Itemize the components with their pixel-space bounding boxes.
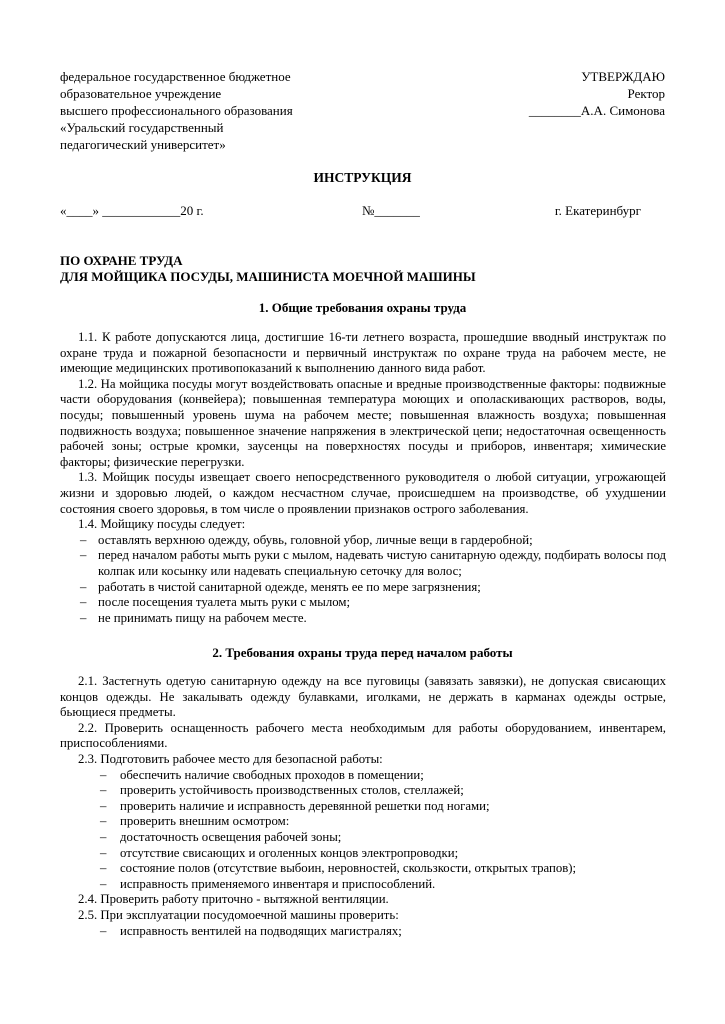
section-2-body — [60, 674, 666, 939]
organization-line: высшего профессионального образования — [60, 103, 293, 118]
paragraph: 2.5. При эксплуатации посудомоечной машины проверить: — [78, 907, 399, 922]
list-item: – перед началом работы мыть руки с мылом, надевать чистую санитарную одежду, подбирать волосы под колпак или косынку или надевать специальную сеточку для волос; — [80, 548, 666, 578]
list-item: – отсутствие свисающих и оголенных концов электропроводки; — [100, 845, 459, 860]
organization-block — [60, 68, 380, 153]
dash-bullet: – — [80, 532, 87, 547]
dash-bullet: – — [80, 579, 87, 594]
dash-bullet: – — [100, 798, 107, 813]
list-item: – исправность вентилей на подводящих магистралях; — [100, 923, 402, 938]
paragraph: 2.4. Проверить работу приточно - вытяжной вентиляции. — [78, 892, 389, 907]
paragraph: 2.1. Застегнуть одетую санитарную одежду на все пуговицы (завязать завязки), не допуская свисающих концов одежды. Не закалывать одежду булавками, иголками, не держать в карманах одежды острые, бьющиеся предметы. — [60, 674, 666, 720]
organization-line: федеральное государственное бюджетное — [60, 69, 291, 84]
organization-line: образовательное учреждение — [60, 86, 222, 101]
list-item: – состояние полов (отсутствие выбоин, неровностей, скользкости, открытых трапов); — [100, 861, 577, 876]
list-item: – исправность применяемого инвентаря и приспособлений. — [100, 876, 436, 891]
list-item: – проверить наличие и исправность деревянной решетки под ногами; — [100, 798, 490, 813]
list-item: – работать в чистой санитарной одежде, менять ее по мере загрязнения; — [80, 579, 481, 594]
list-item: – проверить устойчивость производственных столов, стеллажей; — [100, 783, 464, 798]
section-1-body — [60, 330, 666, 626]
date-line — [60, 203, 665, 221]
approval-line: Ректор — [627, 86, 665, 101]
list-item: – проверить внешним осмотром: — [100, 814, 290, 829]
city-field: г. Екатеринбург — [554, 203, 641, 218]
section-1-title: 1. Общие требования охраны труда — [258, 300, 467, 315]
approval-line: УТВЕРЖДАЮ — [581, 69, 665, 84]
dash-bullet: – — [100, 876, 107, 891]
paragraph: 2.2. Проверить оснащенность рабочего места необходимым для работы оборудованием, инвентарем, приспособлениями. — [60, 720, 666, 751]
paragraph: 1.3. Мойщик посуды извещает своего непосредственного руководителя о любой ситуации, угрожающей жизни и здоровью людей, о каждом несчастном случае, происшедшем на производстве, об ухудшении состояния своего здоровья, в том числе о проявлении признаков острого заболевания. — [60, 470, 666, 516]
approval-block — [465, 68, 665, 119]
approval-line: ________А.А. Симонова — [528, 103, 665, 118]
paragraph: 1.4. Мойщику посуды следует: — [78, 517, 246, 532]
list-item: – обеспечить наличие свободных проходов в помещении; — [100, 767, 424, 782]
dash-bullet: – — [100, 767, 107, 782]
dash-bullet: – — [80, 548, 87, 563]
paragraph: 2.3. Подготовить рабочее место для безопасной работы: — [78, 751, 383, 766]
organization-line: «Уральский государственный — [60, 120, 224, 135]
document-subject — [60, 253, 476, 285]
document-title: ИНСТРУКЦИЯ — [313, 170, 412, 185]
dash-bullet: – — [80, 595, 87, 610]
dash-bullet: – — [100, 783, 107, 798]
dash-bullet: – — [100, 814, 107, 829]
date-field: «____» ____________20 г. — [60, 203, 204, 218]
subject-line: ДЛЯ МОЙЩИКА ПОСУДЫ, МАШИНИСТА МОЕЧНОЙ МАШИНЫ — [60, 269, 476, 284]
paragraph: 1.2. На мойщика посуды могут воздействовать опасные и вредные производственные факторы: подвижные части оборудования (конвейера); повышенная температура моющих и ополаскивающих растворов, воды, посуды; повышенный уровень шума на рабочем месте; повышенная влажность воздуха; повышенная подвижность воздуха; повышенное значение напряжения в электрической цепи; недостаточная освещенность рабочей зоны; острые кромки, заусенцы на поверхностях посуды и приборов, инвентаря; химические факторы; физические перегрузки. — [60, 376, 666, 469]
organization-line: педагогический университет» — [60, 137, 226, 152]
dash-bullet: – — [100, 845, 107, 860]
dash-bullet: – — [80, 610, 87, 625]
list-item: – достаточность освещения рабочей зоны; — [100, 829, 342, 844]
dash-bullet: – — [100, 861, 107, 876]
list-item: – после посещения туалета мыть руки с мылом; — [80, 595, 351, 610]
number-field: №_______ — [362, 203, 420, 218]
subject-line: ПО ОХРАНЕ ТРУДА — [60, 253, 183, 268]
list-item: – не принимать пищу на рабочем месте. — [80, 610, 307, 625]
dash-bullet: – — [100, 923, 107, 938]
list-item: – оставлять верхнюю одежду, обувь, головной убор, личные вещи в гардеробной; — [80, 532, 533, 547]
dash-bullet: – — [100, 829, 107, 844]
section-2-title: 2. Требования охраны труда перед началом работы — [212, 645, 513, 660]
paragraph: 1.1. К работе допускаются лица, достигшие 16-ти летнего возраста, прошедшие вводный инструктаж по охране труда и пожарной безопасности и первичный инструктаж по охране труда на рабочем месте, не имеющие медицинских противопоказаний к выполнению данного вида работ. — [60, 330, 666, 376]
